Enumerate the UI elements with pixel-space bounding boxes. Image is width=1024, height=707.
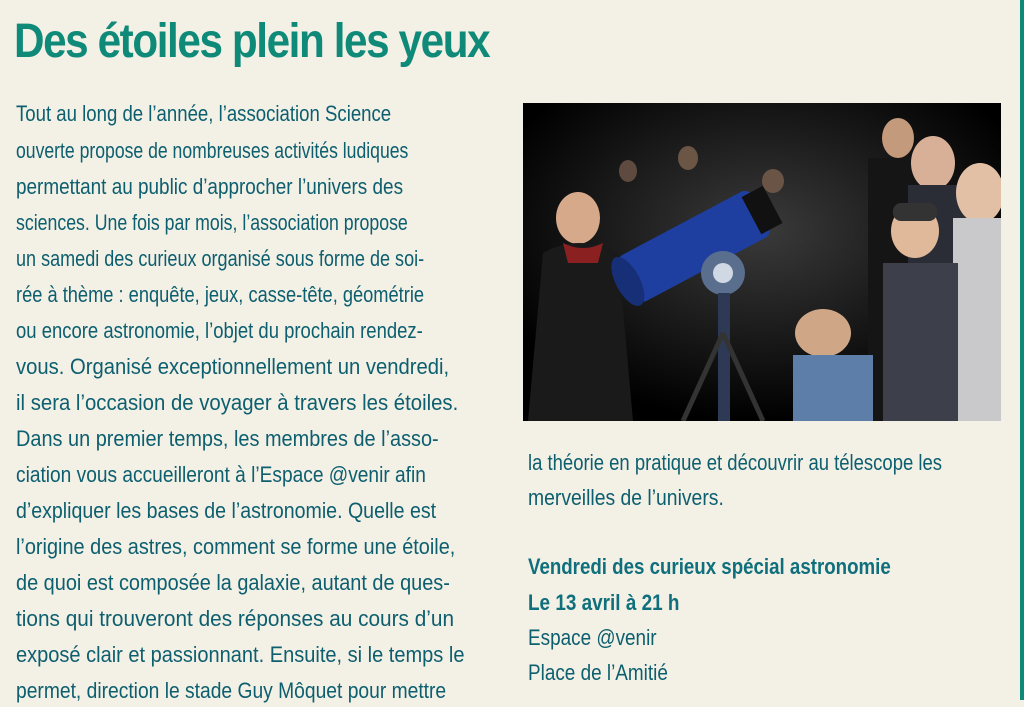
body-line: la théorie en pratique et découvrir au télescope les	[528, 450, 943, 475]
body-line: tions qui trouveront des réponses au cours d’un	[16, 606, 455, 631]
body-line: vous. Organisé exceptionnellement un vendredi,	[16, 354, 450, 379]
body-line: Dans un premier temps, les membres de l’asso-	[16, 426, 439, 451]
body-line: l’origine des astres, comment se forme une étoile,	[16, 534, 456, 559]
event-venue: Espace @venir	[528, 625, 657, 650]
body-line: il sera l’occasion de voyager à travers les étoiles.	[16, 390, 459, 415]
event-name: Vendredi des curieux spécial astronomie	[528, 554, 891, 579]
body-line: Tout au long de l’année, l’association Science	[16, 101, 392, 126]
article-title: Des étoiles plein les yeux	[14, 15, 490, 68]
right-edge-rule	[1020, 0, 1024, 700]
telescope-photo-illustration	[523, 103, 1001, 421]
body-line: permettant au public d’approcher l’univers des	[16, 174, 404, 199]
body-line: ouverte propose de nombreuses activités ludiques	[16, 138, 409, 163]
body-line: un samedi des curieux organisé sous forme de soi-	[16, 246, 425, 271]
body-line: sciences. Une fois par mois, l’association propose	[16, 210, 408, 235]
body-line: merveilles de l’univers.	[528, 485, 724, 510]
body-line: ciation vous accueilleront à l’Espace @venir afin	[16, 462, 426, 487]
body-line: permet, direction le stade Guy Môquet pour mettre	[16, 678, 447, 703]
body-line: rée à thème : enquête, jeux, casse-tête, géométrie	[16, 282, 425, 307]
body-line: d’expliquer les bases de l’astronomie. Quelle est	[16, 498, 437, 523]
telescope-photo	[523, 103, 1001, 421]
event-date: Le 13 avril à 21 h	[528, 590, 680, 615]
body-line: ou encore astronomie, l’objet du prochain rendez-	[16, 318, 423, 343]
body-line: exposé clair et passionnant. Ensuite, si le temps le	[16, 642, 465, 667]
event-address: Place de l’Amitié	[528, 660, 668, 685]
body-line: de quoi est composée la galaxie, autant de ques-	[16, 570, 450, 595]
